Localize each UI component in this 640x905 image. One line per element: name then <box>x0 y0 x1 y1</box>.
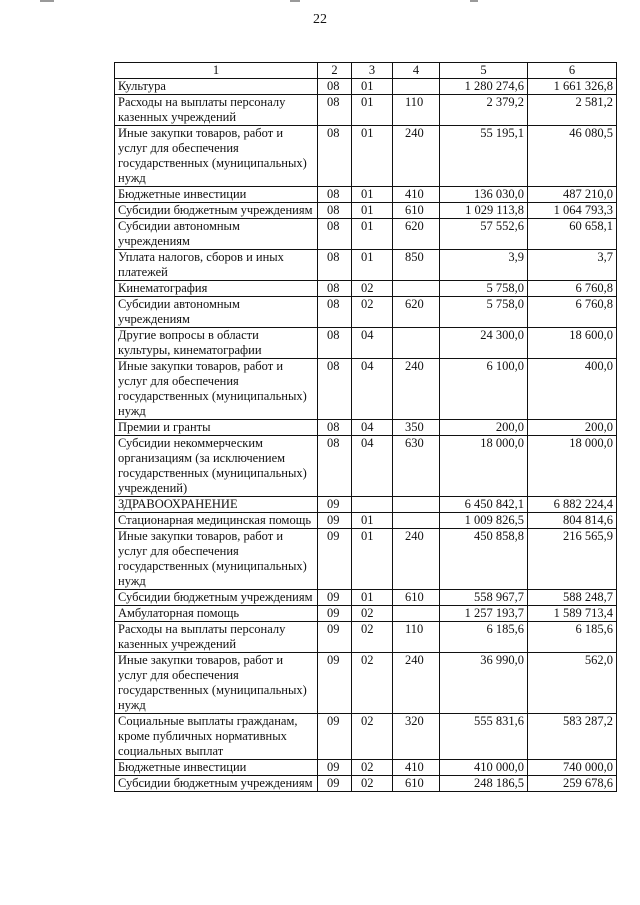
expense-type-cell: 850 <box>393 250 440 281</box>
subsection-code-cell: 02 <box>352 606 393 622</box>
row-name-cell: Культура <box>115 79 318 95</box>
expense-type-cell: 410 <box>393 187 440 203</box>
subsection-code-cell: 01 <box>352 79 393 95</box>
expense-type-cell: 320 <box>393 714 440 760</box>
table-row <box>115 529 617 590</box>
section-code-cell: 08 <box>318 126 352 187</box>
row-name-cell: Иные закупки товаров, работ и услуг для обеспечения государственных (муниципальных) нужд <box>115 126 318 187</box>
table-row <box>115 328 617 359</box>
row-name-cell: Иные закупки товаров, работ и услуг для обеспечения государственных (муниципальных) нужд <box>115 359 318 420</box>
row-name-cell: Иные закупки товаров, работ и услуг для обеспечения государственных (муниципальных) нужд <box>115 653 318 714</box>
row-name-cell: Субсидии бюджетным учреждениям <box>115 776 318 792</box>
table-body <box>115 79 617 792</box>
table-header-row <box>115 63 617 79</box>
table-row <box>115 126 617 187</box>
row-name-cell: Субсидии бюджетным учреждениям <box>115 203 318 219</box>
expense-type-cell: 110 <box>393 622 440 653</box>
scan-edge-mark <box>290 0 300 2</box>
amount-col6-cell: 740 000,0 <box>528 760 617 776</box>
amount-col6-cell: 583 287,2 <box>528 714 617 760</box>
subsection-code-cell: 01 <box>352 250 393 281</box>
amount-col5-cell: 248 186,5 <box>440 776 528 792</box>
subsection-code-cell: 01 <box>352 203 393 219</box>
expense-type-cell <box>393 79 440 95</box>
table-row <box>115 776 617 792</box>
table-row <box>115 513 617 529</box>
section-code-cell: 08 <box>318 250 352 281</box>
column-header: 3 <box>352 63 393 79</box>
section-code-cell: 09 <box>318 529 352 590</box>
expense-type-cell: 610 <box>393 590 440 606</box>
amount-col6-cell: 200,0 <box>528 420 617 436</box>
row-name-cell: Кинематография <box>115 281 318 297</box>
expense-type-cell: 610 <box>393 776 440 792</box>
amount-col6-cell: 2 581,2 <box>528 95 617 126</box>
section-code-cell: 08 <box>318 359 352 420</box>
table-row <box>115 359 617 420</box>
row-name-cell: Расходы на выплаты персоналу казенных учреждений <box>115 622 318 653</box>
subsection-code-cell: 02 <box>352 653 393 714</box>
table-row <box>115 420 617 436</box>
amount-col5-cell: 1 280 274,6 <box>440 79 528 95</box>
amount-col6-cell: 1 064 793,3 <box>528 203 617 219</box>
amount-col5-cell: 6 450 842,1 <box>440 497 528 513</box>
amount-col6-cell: 804 814,6 <box>528 513 617 529</box>
expense-type-cell: 350 <box>393 420 440 436</box>
subsection-code-cell: 02 <box>352 281 393 297</box>
subsection-code-cell: 02 <box>352 622 393 653</box>
section-code-cell: 09 <box>318 776 352 792</box>
subsection-code-cell <box>352 497 393 513</box>
amount-col5-cell: 2 379,2 <box>440 95 528 126</box>
expense-type-cell: 410 <box>393 760 440 776</box>
subsection-code-cell: 04 <box>352 436 393 497</box>
column-header: 6 <box>528 63 617 79</box>
subsection-code-cell: 01 <box>352 590 393 606</box>
table-row <box>115 497 617 513</box>
subsection-code-cell: 04 <box>352 328 393 359</box>
expense-type-cell <box>393 513 440 529</box>
amount-col6-cell: 6 882 224,4 <box>528 497 617 513</box>
section-code-cell: 08 <box>318 328 352 359</box>
subsection-code-cell: 01 <box>352 513 393 529</box>
expense-type-cell: 240 <box>393 126 440 187</box>
table-row <box>115 95 617 126</box>
amount-col6-cell: 60 658,1 <box>528 219 617 250</box>
amount-col5-cell: 6 100,0 <box>440 359 528 420</box>
row-name-cell: Премии и гранты <box>115 420 318 436</box>
table-row <box>115 436 617 497</box>
expense-type-cell: 240 <box>393 653 440 714</box>
row-name-cell: Субсидии бюджетным учреждениям <box>115 590 318 606</box>
amount-col5-cell: 450 858,8 <box>440 529 528 590</box>
table-row <box>115 653 617 714</box>
budget-table <box>114 62 617 792</box>
amount-col5-cell: 55 195,1 <box>440 126 528 187</box>
row-name-cell: Другие вопросы в области культуры, кинематографии <box>115 328 318 359</box>
amount-col6-cell: 487 210,0 <box>528 187 617 203</box>
expense-type-cell: 620 <box>393 219 440 250</box>
amount-col5-cell: 5 758,0 <box>440 281 528 297</box>
amount-col5-cell: 5 758,0 <box>440 297 528 328</box>
section-code-cell: 09 <box>318 606 352 622</box>
subsection-code-cell: 01 <box>352 529 393 590</box>
row-name-cell: Социальные выплаты гражданам, кроме публичных нормативных социальных выплат <box>115 714 318 760</box>
subsection-code-cell: 02 <box>352 714 393 760</box>
row-name-cell: Стационарная медицинская помощь <box>115 513 318 529</box>
amount-col5-cell: 410 000,0 <box>440 760 528 776</box>
row-name-cell: Бюджетные инвестиции <box>115 187 318 203</box>
row-name-cell: Расходы на выплаты персоналу казенных учреждений <box>115 95 318 126</box>
expense-type-cell <box>393 606 440 622</box>
section-code-cell: 08 <box>318 95 352 126</box>
section-code-cell: 08 <box>318 420 352 436</box>
section-code-cell: 08 <box>318 187 352 203</box>
column-header: 2 <box>318 63 352 79</box>
subsection-code-cell: 02 <box>352 776 393 792</box>
table-row <box>115 281 617 297</box>
amount-col5-cell: 3,9 <box>440 250 528 281</box>
scan-edge-mark <box>40 0 54 2</box>
table-row <box>115 590 617 606</box>
amount-col5-cell: 6 185,6 <box>440 622 528 653</box>
amount-col5-cell: 36 990,0 <box>440 653 528 714</box>
row-name-cell: Уплата налогов, сборов и иных платежей <box>115 250 318 281</box>
amount-col6-cell: 6 760,8 <box>528 281 617 297</box>
table-row <box>115 187 617 203</box>
expense-type-cell: 610 <box>393 203 440 219</box>
amount-col5-cell: 57 552,6 <box>440 219 528 250</box>
section-code-cell: 08 <box>318 281 352 297</box>
amount-col6-cell: 18 000,0 <box>528 436 617 497</box>
amount-col6-cell: 216 565,9 <box>528 529 617 590</box>
row-name-cell: Субсидии некоммерческим организациям (за исключением государственных (муниципальных) учреждений) <box>115 436 318 497</box>
subsection-code-cell: 01 <box>352 126 393 187</box>
amount-col6-cell: 6 185,6 <box>528 622 617 653</box>
table-row <box>115 760 617 776</box>
table-row <box>115 606 617 622</box>
subsection-code-cell: 01 <box>352 95 393 126</box>
expense-type-cell <box>393 281 440 297</box>
amount-col5-cell: 1 029 113,8 <box>440 203 528 219</box>
table-row <box>115 203 617 219</box>
amount-col6-cell: 1 589 713,4 <box>528 606 617 622</box>
section-code-cell: 09 <box>318 497 352 513</box>
subsection-code-cell: 02 <box>352 760 393 776</box>
subsection-code-cell: 02 <box>352 297 393 328</box>
section-code-cell: 09 <box>318 760 352 776</box>
amount-col6-cell: 400,0 <box>528 359 617 420</box>
section-code-cell: 09 <box>318 622 352 653</box>
amount-col5-cell: 136 030,0 <box>440 187 528 203</box>
table-row <box>115 622 617 653</box>
section-code-cell: 08 <box>318 436 352 497</box>
page-number: 22 <box>313 12 327 27</box>
subsection-code-cell: 01 <box>352 219 393 250</box>
amount-col6-cell: 3,7 <box>528 250 617 281</box>
amount-col5-cell: 200,0 <box>440 420 528 436</box>
amount-col5-cell: 555 831,6 <box>440 714 528 760</box>
section-code-cell: 09 <box>318 513 352 529</box>
expense-type-cell: 240 <box>393 529 440 590</box>
row-name-cell: Субсидии автономным учреждениям <box>115 297 318 328</box>
column-header: 4 <box>393 63 440 79</box>
row-name-cell: ЗДРАВООХРАНЕНИЕ <box>115 497 318 513</box>
expense-type-cell <box>393 497 440 513</box>
amount-col5-cell: 558 967,7 <box>440 590 528 606</box>
subsection-code-cell: 01 <box>352 187 393 203</box>
section-code-cell: 08 <box>318 219 352 250</box>
column-header: 1 <box>115 63 318 79</box>
amount-col6-cell: 259 678,6 <box>528 776 617 792</box>
amount-col5-cell: 1 257 193,7 <box>440 606 528 622</box>
amount-col6-cell: 588 248,7 <box>528 590 617 606</box>
expense-type-cell <box>393 328 440 359</box>
section-code-cell: 08 <box>318 79 352 95</box>
scan-edge-mark <box>470 0 478 2</box>
table-row <box>115 250 617 281</box>
section-code-cell: 09 <box>318 590 352 606</box>
expense-type-cell: 240 <box>393 359 440 420</box>
table-row <box>115 297 617 328</box>
row-name-cell: Амбулаторная помощь <box>115 606 318 622</box>
row-name-cell: Иные закупки товаров, работ и услуг для обеспечения государственных (муниципальных) нужд <box>115 529 318 590</box>
amount-col6-cell: 562,0 <box>528 653 617 714</box>
amount-col6-cell: 18 600,0 <box>528 328 617 359</box>
column-header: 5 <box>440 63 528 79</box>
table-row <box>115 79 617 95</box>
amount-col5-cell: 1 009 826,5 <box>440 513 528 529</box>
amount-col6-cell: 46 080,5 <box>528 126 617 187</box>
amount-col5-cell: 24 300,0 <box>440 328 528 359</box>
section-code-cell: 08 <box>318 297 352 328</box>
expense-type-cell: 630 <box>393 436 440 497</box>
table-row <box>115 219 617 250</box>
expense-type-cell: 110 <box>393 95 440 126</box>
amount-col6-cell: 1 661 326,8 <box>528 79 617 95</box>
section-code-cell: 09 <box>318 714 352 760</box>
subsection-code-cell: 04 <box>352 420 393 436</box>
amount-col6-cell: 6 760,8 <box>528 297 617 328</box>
table-row <box>115 714 617 760</box>
section-code-cell: 09 <box>318 653 352 714</box>
row-name-cell: Бюджетные инвестиции <box>115 760 318 776</box>
row-name-cell: Субсидии автономным учреждениям <box>115 219 318 250</box>
amount-col5-cell: 18 000,0 <box>440 436 528 497</box>
section-code-cell: 08 <box>318 203 352 219</box>
subsection-code-cell: 04 <box>352 359 393 420</box>
expense-type-cell: 620 <box>393 297 440 328</box>
